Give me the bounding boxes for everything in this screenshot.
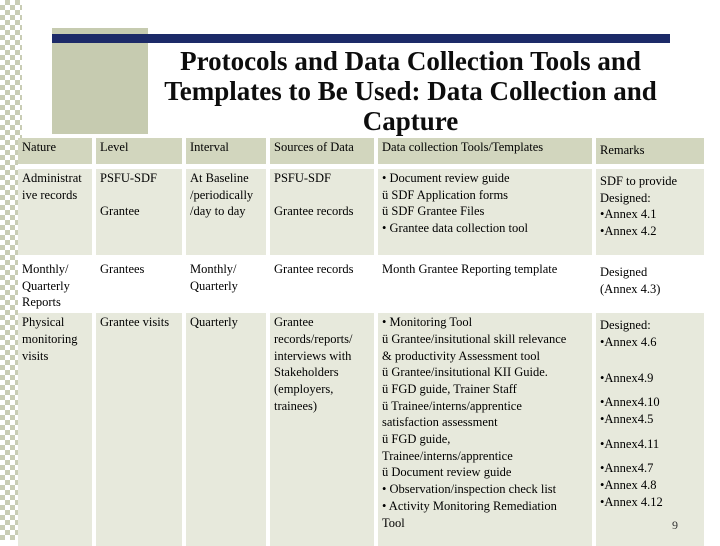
cell-interval: Monthly/ Quarterly — [184, 260, 268, 313]
cell-level: PSFU-SDF Grantee — [94, 169, 184, 255]
table-row — [18, 260, 704, 313]
header-sources: Sources of Data — [268, 138, 376, 164]
cell-level: Grantees — [94, 260, 184, 313]
cell-remarks: Designed (Annex 4.3) — [594, 260, 704, 313]
decorative-title-block — [52, 28, 148, 134]
cell-nature: Physical monitoring visits — [18, 313, 94, 546]
header-nature: Nature — [18, 138, 94, 164]
header-interval: Interval — [184, 138, 268, 164]
cell-nature: Monthly/ Quarterly Reports — [18, 260, 94, 313]
cell-interval: At Baseline /periodically /day to day — [184, 169, 268, 255]
header-row — [18, 138, 704, 164]
cell-level: Grantee visits — [94, 313, 184, 546]
cell-tools: Month Grantee Reporting template — [376, 260, 594, 313]
header-tools: Data collection Tools/Templates — [376, 138, 594, 164]
cell-interval: Quarterly — [184, 313, 268, 546]
header-remarks: Remarks — [594, 138, 704, 164]
cell-sources: Grantee records/reports/ interviews with Stakeholders (employers, trainees) — [268, 313, 376, 546]
decorative-title-bar — [52, 34, 670, 43]
data-collection-table — [18, 138, 704, 546]
cell-sources: Grantee records — [268, 260, 376, 313]
table-row — [18, 313, 704, 546]
cell-tools: • Document review guide ü SDF Application forms ü SDF Grantee Files • Grantee data collection tool — [376, 169, 594, 255]
table-row — [18, 169, 704, 255]
header-level: Level — [94, 138, 184, 164]
cell-tools: • Monitoring Tool ü Grantee/insitutional skill relevance & productivity Assessment tool ü Grantee/insitutional KII Guide. ü FGD guide, Trainer Staff ü Trainee/interns/apprentice satisfaction assessment ü FGD guide, Trainee/interns/apprentice ü Document review guide • Observation/inspection check list • Activity Monitoring Remediation Tool — [376, 313, 594, 546]
page-number: 9 — [672, 518, 678, 532]
cell-remarks: SDF to provide Designed: •Annex 4.1 •Annex 4.2 — [594, 169, 704, 255]
cell-nature: Administrat ive records — [18, 169, 94, 255]
slide-title: Protocols and Data Collection Tools and Templates to Be Used: Data Collection and Capture — [164, 46, 657, 136]
cell-remarks: Designed: •Annex 4.6 •Annex4.9 •Annex4.10 •Annex4.5 •Annex4.11 •Annex4.7 •Annex 4.8 •Annex 4.12 — [594, 313, 704, 546]
cell-sources: PSFU-SDF Grantee records — [268, 169, 376, 255]
